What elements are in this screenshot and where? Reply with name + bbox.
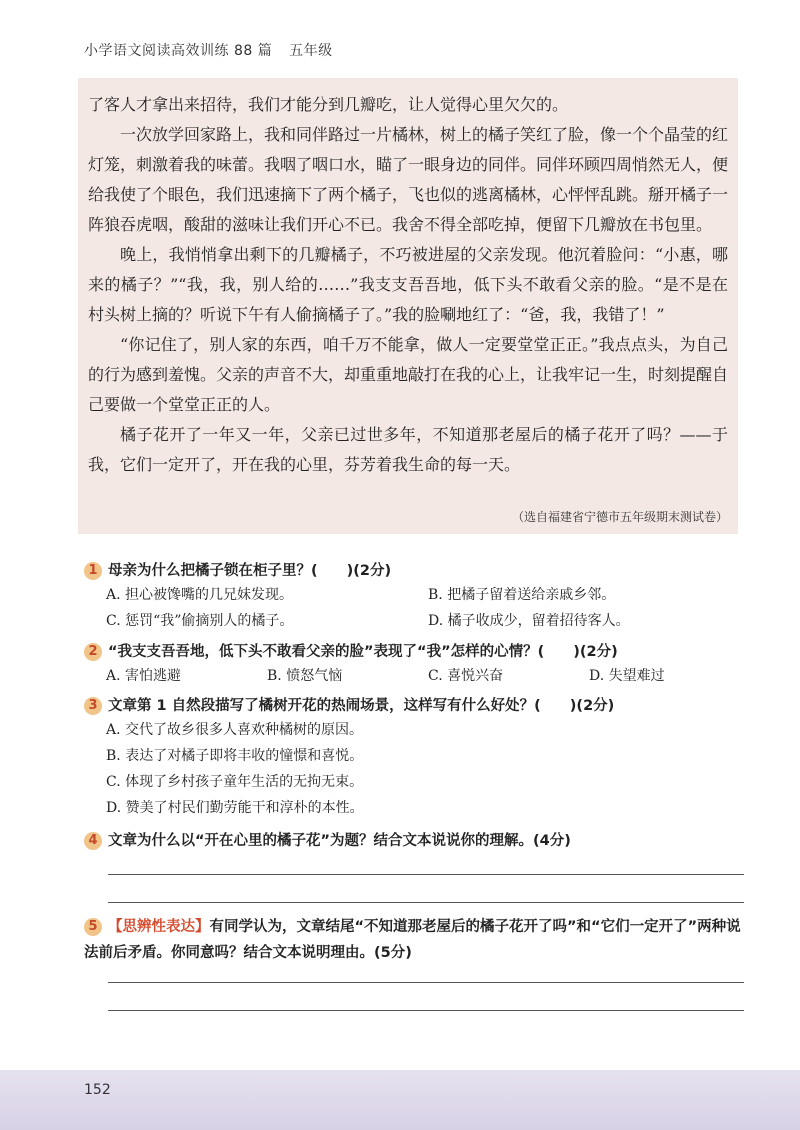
answer-line-5a[interactable] <box>108 982 744 983</box>
question-number: 4 <box>84 832 102 850</box>
page-number: 152 <box>84 1082 111 1098</box>
option-a[interactable]: A. 害怕逃避 <box>106 668 182 684</box>
question-text: “我支支吾吾地，低下头不敢看父亲的脸”表现了“我”怎样的心情？( )(2分) <box>108 644 618 660</box>
answer-line-4b[interactable] <box>108 902 744 903</box>
passage-paragraph: 了客人才拿出来招待，我们才能分到几瓣吃，让人觉得心里欠欠的。 <box>88 95 569 114</box>
question-text: 文章为什么以“开在心里的橘子花”为题？结合文本说说你的理解。(4分) <box>108 833 571 849</box>
option-c[interactable]: C. 喜悦兴奋 <box>428 668 504 684</box>
book-title: 小学语文阅读高效训练 88 篇 <box>84 43 273 59</box>
question-number: 5 <box>84 918 102 936</box>
option-d[interactable]: D. 失望难过 <box>589 668 665 684</box>
question-3 <box>84 695 744 821</box>
answer-line-4a[interactable] <box>108 874 744 875</box>
question-number: 3 <box>84 697 102 715</box>
option-b[interactable]: B. 把橘子留着送给亲戚乡邻。 <box>428 587 616 603</box>
question-2 <box>84 641 744 689</box>
option-d[interactable]: D. 橘子收成少，留着招待客人。 <box>428 613 630 629</box>
option-a[interactable]: A. 交代了故乡很多人喜欢种橘树的原因。 <box>106 722 364 738</box>
question-number: 1 <box>84 562 102 580</box>
option-b[interactable]: B. 愤怒气恼 <box>267 668 343 684</box>
grade-label: 五年级 <box>289 43 333 59</box>
option-b[interactable]: B. 表达了对橘子即将丰收的憧憬和喜悦。 <box>106 748 364 764</box>
question-text: 母亲为什么把橘子锁在柜子里？( )(2分) <box>108 563 392 579</box>
option-c[interactable]: C. 体现了乡村孩子童年生活的无拘无束。 <box>106 774 364 790</box>
option-a[interactable]: A. 担心被馋嘴的几兄妹发现。 <box>106 587 294 603</box>
footer-band <box>0 1070 800 1130</box>
option-c[interactable]: C. 惩罚“我”偷摘别人的橘子。 <box>106 613 294 629</box>
passage-paragraph: 橘子花开了一年又一年，父亲已过世多年，不知道那老屋后的橘子花开了吗？——于我，它们一定开了，开在我的心里，芬芳着我生命的每一天。 <box>88 425 728 474</box>
option-d[interactable]: D. 赞美了村民们勤劳能干和淳朴的本性。 <box>106 800 364 816</box>
reading-passage <box>88 90 728 480</box>
question-4 <box>84 830 744 852</box>
book-header <box>84 40 333 60</box>
passage-paragraph: 晚上，我悄悄拿出剩下的几瓣橘子，不巧被进屋的父亲发现。他沉着脸问：“小惠，哪来的橘子？”“我，我，别人给的……”我支支吾吾地，低下头不敢看父亲的脸。“是不是在村头树上摘的？听说下午有人偷摘橘子了。”我的脸唰地红了：“爸，我，我错了！” <box>88 245 728 324</box>
question-text: 有同学认为，文章结尾“不知道那老屋后的橘子花开了吗”和“它们一定开了”两种说法前后矛盾。你同意吗？结合文本说明理由。(5分) <box>84 919 741 961</box>
passage-paragraph: “你记住了，别人家的东西，咱千万不能拿，做人一定要堂堂正正。”我点点头，为自己的行为感到羞愧。父亲的声音不大，却重重地敲打在我的心上，让我牢记一生，时刻提醒自己要做一个堂堂正正的人。 <box>88 335 729 414</box>
question-5 <box>84 914 744 966</box>
answer-line-5b[interactable] <box>108 1010 744 1011</box>
question-tag: 【思辨性表达】 <box>108 919 210 935</box>
question-number: 2 <box>84 643 102 661</box>
passage-paragraph: 一次放学回家路上，我和同伴路过一片橘林，树上的橘子笑红了脸，像一个个晶莹的红灯笼，刺激着我的味蕾。我咽了咽口水，瞄了一眼身边的同伴。同伴环顾四周悄然无人，便给我使了个眼色，我们迅速摘下了两个橘子，飞也似的逃离橘林，心怦怦乱跳。掰开橘子一阵狼吞虎咽，酸甜的滋味让我们开心不已。我舍不得全部吃掉，便留下几瓣放在书包里。 <box>88 125 729 234</box>
question-text: 文章第 1 自然段描写了橘树开花的热闹场景，这样写有什么好处？( )(2分) <box>108 698 615 714</box>
question-1 <box>84 560 744 634</box>
passage-source: （选自福建省宁德市五年级期末测试卷） <box>511 510 728 524</box>
